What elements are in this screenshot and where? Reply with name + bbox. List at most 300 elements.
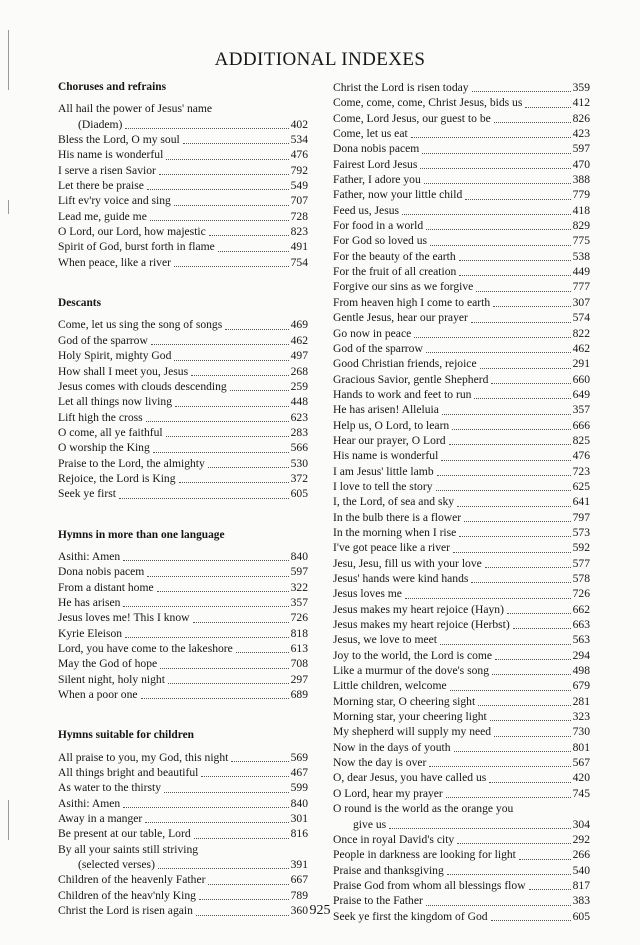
dot-leader [440,636,571,645]
dot-leader [164,784,289,793]
dot-leader [159,166,289,175]
hymn-number: 530 [290,456,308,470]
dot-leader [193,614,289,623]
hymn-number: 497 [290,349,308,363]
index-entry [58,750,308,765]
index-entry [58,610,308,625]
index-entry [333,525,590,540]
index-entry [58,471,308,486]
section-title: Hymns in more than one language [58,528,225,541]
dot-leader [405,590,571,599]
index-entry [58,595,308,610]
index-entry [333,295,590,310]
index-entry [333,755,590,770]
entry-title: Jesus loves me [333,587,402,601]
entry-title: God of the sparrow [333,341,423,355]
index-entry [333,141,590,156]
hymn-number: 797 [572,510,590,524]
hymn-number: 322 [290,580,308,594]
dot-leader [471,314,571,323]
dot-leader [519,851,571,860]
entry-title: Jesus makes my heart rejoice (Herbst) [333,618,510,632]
index-entry [333,847,590,862]
index-entry [333,80,590,95]
section-choruses [58,80,308,270]
index-entry [58,857,308,872]
hymn-number: 462 [290,333,308,347]
entry-title: Now the day is over [333,756,427,770]
index-entry [58,796,308,811]
dot-leader [236,644,289,653]
entry-title: He has arisen! Alleluia [333,403,439,417]
dot-leader [426,221,570,230]
dot-leader [452,421,570,430]
hymn-number: 283 [290,425,308,439]
dot-leader [447,866,571,875]
dot-leader [153,444,289,453]
dot-leader [174,352,288,361]
hymn-number: 649 [572,387,590,401]
entry-title: Jesus makes my heart rejoice (Hayn) [333,602,504,616]
entry-title: For the fruit of all creation [333,265,457,279]
entry-title: Now in the days of youth [333,740,451,754]
index-entry [58,486,308,501]
entry-title: Praise God from whom all blessings flow [333,878,526,892]
dot-leader [471,574,570,583]
dot-leader [218,243,289,252]
index-entry [58,687,308,702]
hymn-number: 726 [572,587,590,601]
index-entry [58,656,308,671]
dot-leader [141,690,289,699]
page-title: ADDITIONAL INDEXES [214,49,426,70]
entry-title: Fairest Lord Jesus [333,157,418,171]
index-entry [333,863,590,878]
index-entry [333,586,590,601]
entry-title: Feed us, Jesus [333,203,400,217]
entry-title: For God so loved us [333,234,428,248]
index-entry [333,172,590,187]
index-entry [58,672,308,687]
entry-title: Spirit of God, burst forth in flame [58,240,215,254]
dot-leader [150,212,289,221]
entry-title: Asithi: Amen [58,549,121,563]
dot-leader [457,835,570,844]
entry-title: Children of the heavenly Father [58,873,206,887]
entry-title: O round is the world as the orange you [333,802,514,816]
hymn-number: 259 [290,379,308,393]
dot-leader [174,197,289,206]
index-entry [58,780,308,795]
entry-title: Praise and thanksgiving [333,863,444,877]
entry-title: I've got peace like a river [333,541,450,555]
hymn-number: 792 [290,163,308,177]
dot-leader [492,666,571,675]
entry-title: People in darkness are looking for light [333,848,516,862]
section-languages [58,528,308,703]
entry-title: Gentle Jesus, hear our prayer [333,311,468,325]
dot-leader [525,99,570,108]
hymn-number: 476 [572,449,590,463]
entry-title: May the God of hope [58,657,158,671]
hymn-number: 304 [572,817,590,831]
dot-leader [494,728,571,737]
entry-title: I, the Lord, of sea and sky [333,495,455,509]
dot-leader [209,227,289,236]
index-entry [333,770,590,785]
index-entry [58,564,308,579]
hymn-number: 357 [290,595,308,609]
index-entry [58,440,308,455]
hymn-number: 538 [572,249,590,263]
entry-title: O worship the King [58,441,150,455]
dot-leader [493,298,570,307]
entry-title: Praise to the Father [333,894,423,908]
hymn-number: 402 [290,117,308,131]
dot-leader [230,382,289,391]
entry-title: Let there be praise [58,179,144,193]
entry-title: Come, let us sing the song of songs [58,318,223,332]
section-children [58,728,308,918]
entry-title: Morning star, O cheering sight [333,694,476,708]
index-entry [333,801,590,816]
hymn-number: 574 [572,311,590,325]
index-entry [333,157,590,172]
index-entry [333,724,590,739]
hymn-number: 728 [290,209,308,223]
hymn-number: 726 [290,611,308,625]
index-entry [333,326,590,341]
dot-leader [168,675,289,684]
dot-leader [494,114,571,123]
index-entry [333,310,590,325]
index-entry [333,494,590,509]
dot-leader [426,344,571,353]
hymn-number: 420 [572,771,590,785]
hymn-number: 599 [290,781,308,795]
dot-leader [166,428,289,437]
hymn-number: 391 [290,858,308,872]
entry-title: Joy to the world, the Lord is come [333,648,493,662]
dot-leader [194,830,289,839]
dot-leader [166,151,288,160]
entry-title: Help us, O Lord, to learn [333,418,450,432]
entry-title: Let all things now living [58,395,172,409]
index-entry [333,95,590,110]
hymn-number: 449 [572,265,590,279]
index-entry [58,117,308,132]
entry-title: From a distant home [58,580,154,594]
index-entry [333,448,590,463]
index-entry [333,817,590,832]
index-entry [58,132,308,147]
entry-title: O Lord, our Lord, how majestic [58,225,206,239]
dot-leader [145,814,288,823]
index-entry [333,372,590,387]
hymn-number: 789 [290,888,308,902]
entry-title: Jesus, we love to meet [333,633,437,647]
index-entry [333,617,590,632]
hymn-number: 708 [290,657,308,671]
entry-title: Come, let us eat [333,127,408,141]
hymn-number: 372 [290,471,308,485]
entry-title: O, dear Jesus, you have called us [333,771,487,785]
entry-title: From heaven high I come to earth [333,295,491,309]
entry-title: Good Christian friends, rejoice [333,357,477,371]
index-entry [333,126,590,141]
entry-title: All hail the power of Jesus' name [58,102,213,116]
hymn-number: 469 [290,318,308,332]
dot-leader [179,474,289,483]
index-entry [333,418,590,433]
index-entry [333,433,590,448]
hymn-number: 577 [572,556,590,570]
dot-leader [208,459,289,468]
hymn-number: 840 [290,796,308,810]
index-entry [58,410,308,425]
index-entry [58,379,308,394]
dot-leader [459,528,570,537]
dot-leader [151,336,289,345]
dot-leader [123,598,288,607]
entry-title: Lead me, guide me [58,209,147,223]
dot-leader [199,891,289,900]
hymn-number: 491 [290,240,308,254]
entry-title: All praise to you, my God, this night [58,750,229,764]
dot-leader [478,697,570,706]
hymn-number: 816 [290,827,308,841]
section-title: Descants [58,297,102,310]
binding-edge-mark [8,800,9,840]
index-entry [58,364,308,379]
entry-title: His name is wonderful [333,449,439,463]
entry-title: Morning star, your cheering light [333,710,487,724]
binding-edge-mark [8,30,9,90]
entry-title: Jesus loves me! This I know [58,611,190,625]
hymn-number: 801 [572,740,590,754]
hymn-number: 779 [572,188,590,202]
dot-leader [490,712,571,721]
index-entry [58,872,308,887]
entry-title: Gracious Savior, gentle Shepherd [333,372,489,386]
entry-title: All things bright and beautiful [58,766,199,780]
entry-title: Come, Lord Jesus, our guest to be [333,111,491,125]
index-entry [58,425,308,440]
entry-title: Be present at our table, Lord [58,827,191,841]
index-entry [58,456,308,471]
index-entry [333,187,590,202]
entry-title: Go now in peace [333,326,412,340]
entry-title: I serve a risen Savior [58,163,156,177]
entry-title: For the beauty of the earth [333,249,456,263]
entry-title: Lord, you have come to the lakeshore [58,642,233,655]
hymn-number: 605 [290,487,308,501]
hymn-number: 448 [290,395,308,409]
dot-leader [472,83,571,92]
hymn-number: 723 [572,464,590,478]
index-entry [58,641,308,656]
dot-leader [123,552,288,561]
index-entry [58,842,308,857]
hymn-number: 613 [290,642,308,655]
index-entry [333,341,590,356]
entry-title: Lift high the cross [58,410,143,424]
index-entry [58,239,308,254]
index-entry [333,786,590,801]
hymn-number: 423 [572,127,590,141]
dot-leader [225,321,288,330]
entry-title: (Diadem) [78,117,123,131]
dot-leader [441,452,570,461]
dot-leader [420,160,570,169]
entry-title: O come, all ye faithful [58,425,163,439]
dot-leader [474,390,570,399]
entry-title: By all your saints still striving [58,842,199,856]
hymn-number: 667 [290,873,308,887]
hymn-number: 641 [572,495,590,509]
hymn-number: 266 [572,848,590,862]
hymn-number: 840 [290,549,308,563]
entry-title: Bless the Lord, O my soul [58,133,180,147]
hymn-number: 623 [290,410,308,424]
index-entry [333,556,590,571]
entry-title: give us [353,817,387,831]
hymn-number: 592 [572,541,590,555]
hymn-number: 467 [290,766,308,780]
dot-leader [437,467,571,476]
dot-leader [529,881,571,890]
dot-leader [457,498,571,507]
section-title: Choruses and refrains [58,81,167,93]
hymn-number: 291 [572,357,590,371]
dot-leader [453,544,571,553]
dot-leader [442,406,571,415]
hymn-number: 679 [572,679,590,693]
entry-title: Dona nobis pacem [58,565,145,579]
index-entry [58,193,308,208]
entry-title: Christ the Lord is risen again [58,904,193,918]
hymn-number: 754 [290,255,308,269]
dot-leader [459,252,571,261]
entry-title: Jesus comes with clouds descending [58,379,227,393]
dot-leader [157,583,289,592]
index-entry [333,878,590,893]
index-entry [333,464,590,479]
entry-title: Holy Spirit, mighty God [58,349,172,363]
entry-title: Away in a manger [58,812,143,826]
dot-leader [174,258,289,267]
dot-leader [424,175,571,184]
hymn-number: 573 [572,525,590,539]
section-title: Hymns suitable for children [58,729,194,742]
dot-leader [513,620,571,629]
index-entry [58,147,308,162]
index-entry [333,663,590,678]
dot-leader [464,513,570,522]
dot-leader [449,436,571,445]
entry-title: When peace, like a river [58,255,171,269]
index-entry [58,101,308,116]
dot-leader [491,375,570,384]
entry-title: How shall I meet you, Jesus [58,364,189,378]
index-entry [58,888,308,903]
dot-leader [436,482,571,491]
hymn-number: 625 [572,479,590,493]
dot-leader [465,191,570,200]
index-entry [58,765,308,780]
index-entry [58,178,308,193]
entry-title: God of the sparrow [58,333,148,347]
entry-title: Once in royal David's city [333,832,455,846]
entry-title: For food in a world [333,219,424,233]
index-entry [333,233,590,248]
dot-leader [231,753,288,762]
dot-leader [123,799,288,808]
dot-leader [146,413,289,422]
dot-leader [459,267,570,276]
index-entry [58,224,308,239]
entry-title: Jesu, Jesu, fill us with your love [333,556,482,570]
hymn-number: 707 [290,194,308,208]
dot-leader [476,283,570,292]
entry-title: Dona nobis pacem [333,142,420,156]
dot-leader [507,605,571,614]
entry-title: Praise to the Lord, the almighty [58,456,205,470]
hymn-number: 470 [572,157,590,171]
hymn-number: 563 [572,633,590,647]
index-entry [333,479,590,494]
entry-title: Hands to work and feet to run [333,387,472,401]
dot-leader [175,398,289,407]
hymn-number: 294 [572,648,590,662]
dot-leader [191,367,289,376]
hymn-number: 567 [572,756,590,770]
hymn-number: 476 [290,148,308,162]
hymn-number: 822 [572,326,590,340]
hymn-number: 666 [572,418,590,432]
index-entry [58,394,308,409]
dot-leader [450,682,571,691]
hymn-number: 359 [572,81,590,94]
dot-leader [125,629,289,638]
hymn-number: 745 [572,786,590,800]
hymn-number: 297 [290,672,308,686]
right-column [333,80,590,924]
hymn-number: 540 [572,863,590,877]
dot-leader [147,181,289,190]
index-entry [333,279,590,294]
hymn-number: 498 [572,664,590,678]
index-entry [333,709,590,724]
dot-leader [183,135,289,144]
hymn-number: 566 [290,441,308,455]
dot-leader [422,145,570,154]
hymn-number: 462 [572,341,590,355]
index-entry [58,549,308,564]
entry-title: I love to tell the story [333,479,433,493]
dot-leader [389,820,570,829]
hymn-number: 689 [290,688,308,702]
index-entry [333,632,590,647]
index-entry [333,356,590,371]
index-entry [333,203,590,218]
entry-title: Little children, welcome [333,679,447,693]
dot-leader [414,329,570,338]
hymn-number: 281 [572,694,590,708]
entry-title: O Lord, hear my prayer [333,786,443,800]
dot-leader [429,758,570,767]
dot-leader [158,860,289,869]
